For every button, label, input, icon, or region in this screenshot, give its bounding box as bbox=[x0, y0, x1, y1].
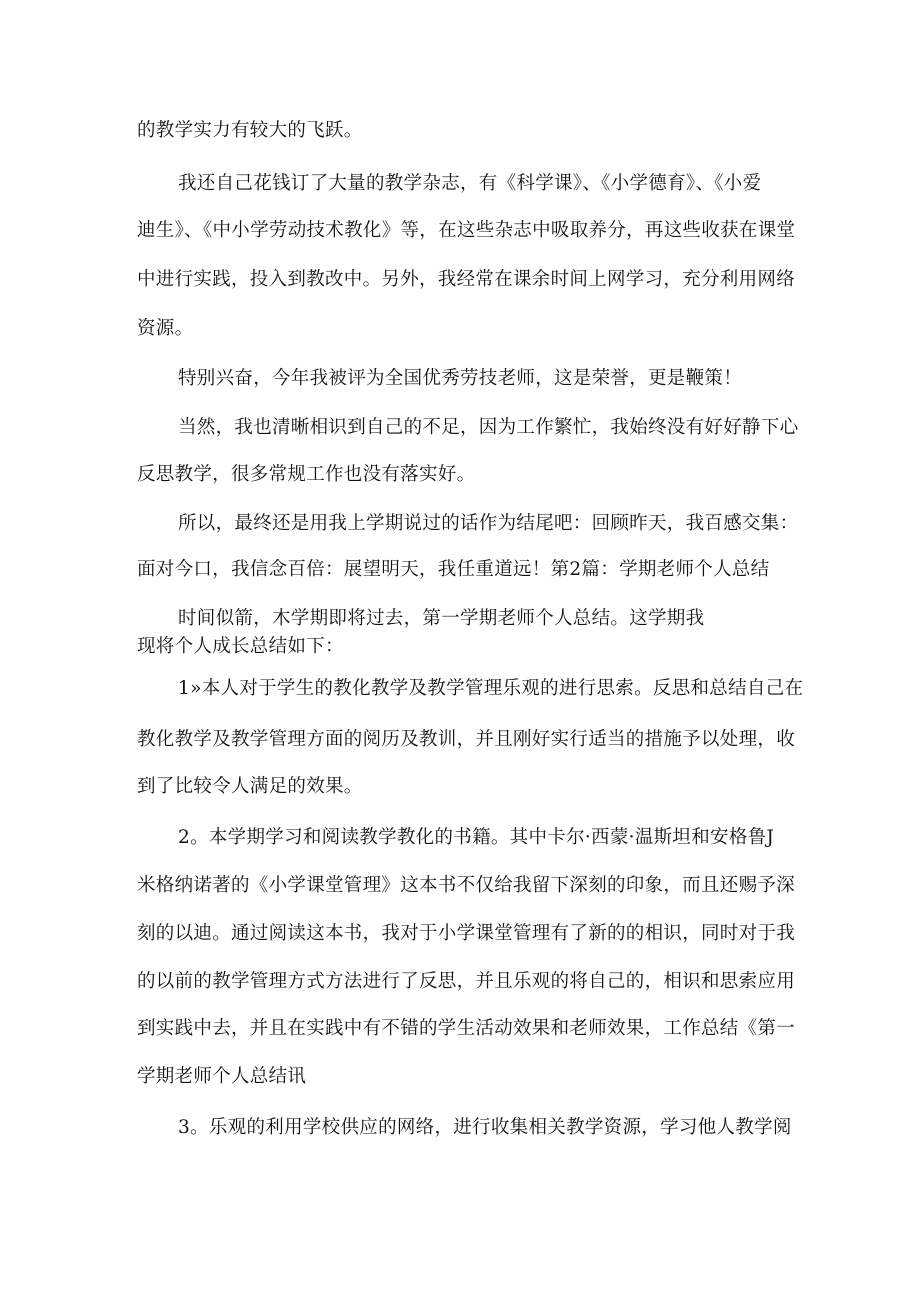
text-line-11: 时间似箭，木学期即将过去，第一学期老师个人总结。这学期我 bbox=[178, 608, 705, 629]
text-line-19: 的以前的教学管理方式方法进行了反思，并且乐观的将自己的，相识和思索应用 bbox=[137, 971, 796, 992]
text-line-16: 2。本学期学习和阅读教学教化的书籍。其中卡尔·西蒙·温斯坦和安格鲁J bbox=[178, 827, 775, 848]
text-line-2: 我还自己花钱订了大量的教学杂志，有《科学课》、《小学德育》、《小爱 bbox=[178, 173, 762, 194]
text-line-10: 面对今口，我信念百倍：展望明天，我任重道远！第2篇：学期老师个人总结 bbox=[137, 559, 770, 580]
text-line-8: 反思教学，很多常规工作也没有落实好。 bbox=[137, 464, 476, 485]
text-line-4: 中进行实践，投入到教改中。另外，我经常在课余时间上网学习，充分利用网络 bbox=[137, 269, 796, 290]
text-line-21: 学期老师个人总结讯 bbox=[137, 1066, 307, 1087]
text-line-5: 资源。 bbox=[137, 318, 194, 339]
text-line-12: 现将个人成长总结如下： bbox=[137, 636, 344, 657]
text-line-1: 的教学实力有较大的飞跃。 bbox=[137, 120, 363, 141]
text-line-22: 3。乐观的利用学校供应的网络，进行收集相关教学资源，学习他人教学阅 bbox=[178, 1117, 792, 1138]
text-line-13: 1»本人对于学生的教化教学及教学管理乐观的进行思索。反思和总结自己在 bbox=[178, 678, 804, 699]
text-line-7: 当然，我也清晰相识到自己的不足，因为工作繁忙，我始终没有好好静下心 bbox=[178, 417, 799, 438]
text-line-18: 刻的以迪。通过阅读这本书，我对于小学课堂管理有了新的的相识，同时对于我 bbox=[137, 923, 796, 944]
text-line-6: 特别兴奋，今年我被评为全国优秀劳技老师，这是荣誉，更是鞭策！ bbox=[178, 368, 743, 389]
text-line-3: 迪生》、《中小学劳动技术教化》等，在这些杂志中吸取养分，再这些收获在课堂 bbox=[137, 220, 796, 241]
text-line-17: 米格纳诺著的《小学课堂管理》这本书不仅给我留下深刻的印象，而且还赐予深 bbox=[137, 875, 796, 896]
text-line-20: 到实践中去，并且在实践中有不错的学生活动效果和老师效果，工作总结《第一 bbox=[137, 1018, 796, 1039]
text-line-9: 所以，最终还是用我上学期说过的话作为结尾吧：回顾昨天，我百感交集： bbox=[178, 513, 799, 534]
text-line-15: 到了比较令人满足的效果。 bbox=[137, 776, 363, 797]
text-line-14: 教化教学及教学管理方面的阅历及教训，并且刚好实行适当的措施予以处理，收 bbox=[137, 729, 796, 750]
